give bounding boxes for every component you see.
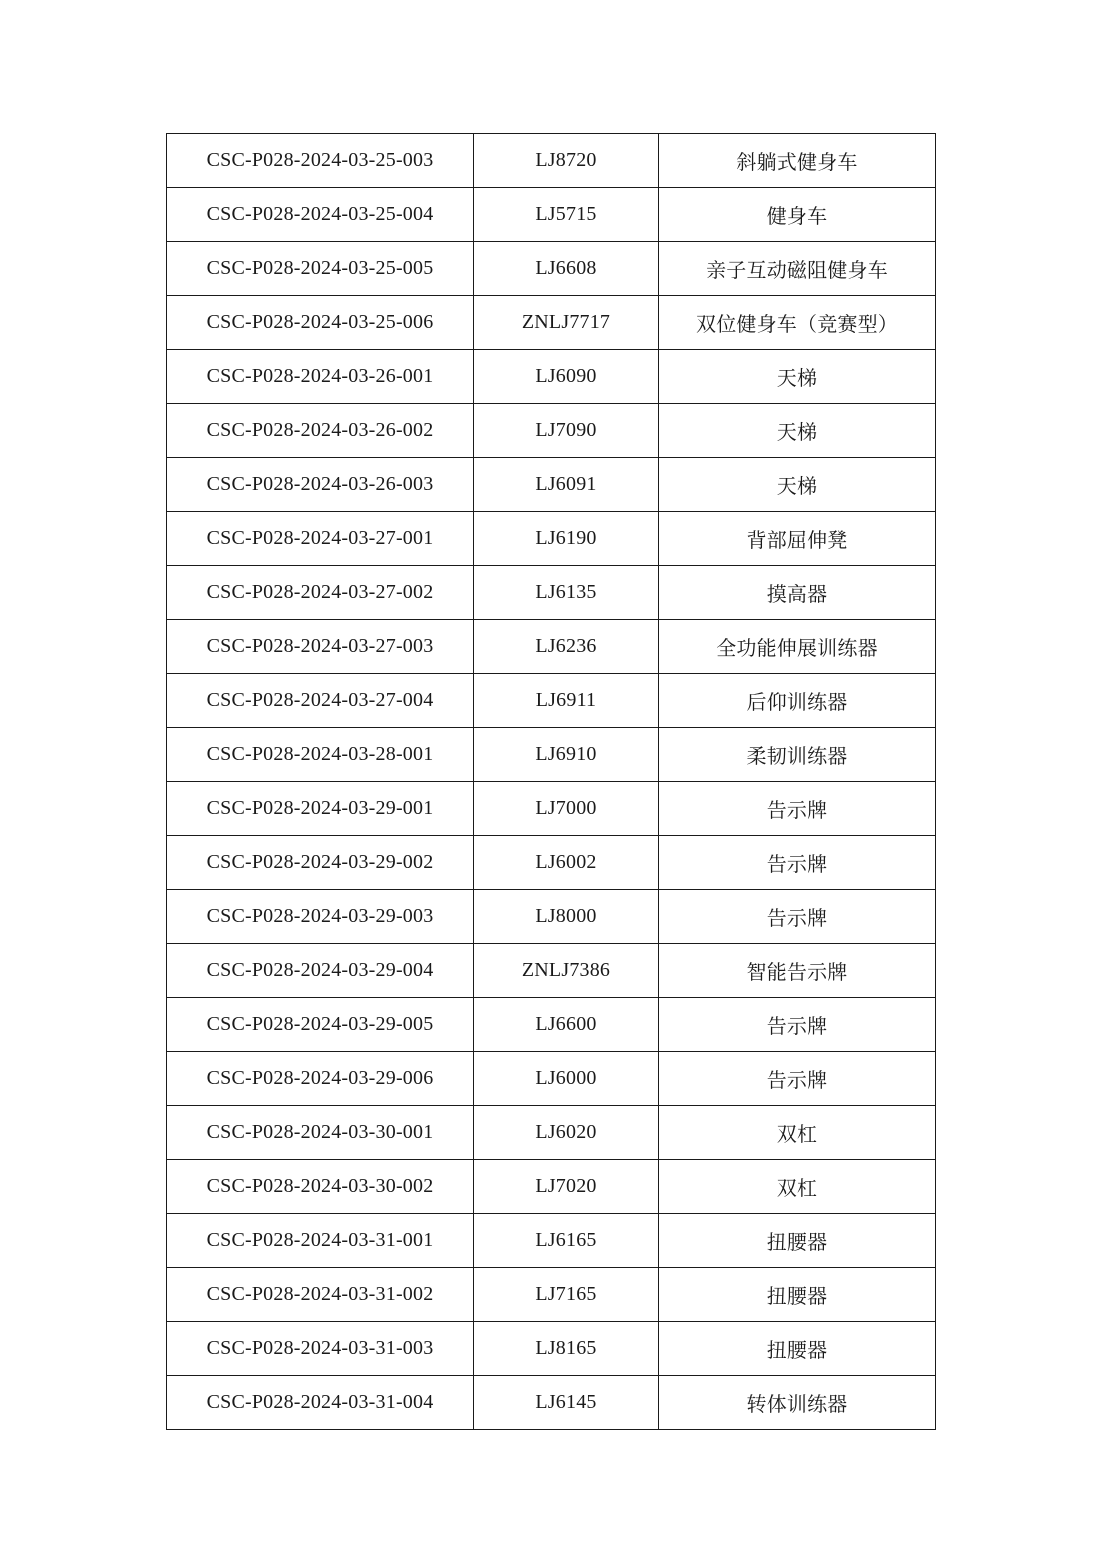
table-row <box>167 296 936 350</box>
model-number-cell: LJ8165 <box>474 1322 659 1376</box>
table-row <box>167 728 936 782</box>
model-number-cell: LJ6145 <box>474 1376 659 1430</box>
table-row <box>167 620 936 674</box>
product-name-cell: 告示牌 <box>659 998 936 1052</box>
table-row <box>167 134 936 188</box>
table-row <box>167 1106 936 1160</box>
model-number-cell: LJ6608 <box>474 242 659 296</box>
model-number-cell: LJ6020 <box>474 1106 659 1160</box>
model-number-cell: LJ5715 <box>474 188 659 242</box>
certificate-code-cell: CSC-P028-2024-03-25-005 <box>167 242 474 296</box>
product-name-cell: 扭腰器 <box>659 1268 936 1322</box>
model-number-cell: LJ6165 <box>474 1214 659 1268</box>
model-number-cell: LJ6236 <box>474 620 659 674</box>
certificate-code-cell: CSC-P028-2024-03-29-004 <box>167 944 474 998</box>
certificate-code-cell: CSC-P028-2024-03-31-003 <box>167 1322 474 1376</box>
table-row <box>167 512 936 566</box>
certificate-code-cell: CSC-P028-2024-03-26-001 <box>167 350 474 404</box>
product-name-cell: 天梯 <box>659 350 936 404</box>
certificate-code-cell: CSC-P028-2024-03-29-005 <box>167 998 474 1052</box>
table-row <box>167 1268 936 1322</box>
model-number-cell: LJ6090 <box>474 350 659 404</box>
certificate-code-cell: CSC-P028-2024-03-27-002 <box>167 566 474 620</box>
product-name-cell: 扭腰器 <box>659 1214 936 1268</box>
model-number-cell: LJ6091 <box>474 458 659 512</box>
table-row <box>167 998 936 1052</box>
model-number-cell: ZNLJ7386 <box>474 944 659 998</box>
product-name-cell: 告示牌 <box>659 1052 936 1106</box>
model-number-cell: LJ7000 <box>474 782 659 836</box>
table-row <box>167 404 936 458</box>
certificate-code-cell: CSC-P028-2024-03-29-006 <box>167 1052 474 1106</box>
table-row <box>167 1322 936 1376</box>
model-number-cell: LJ6600 <box>474 998 659 1052</box>
product-name-cell: 智能告示牌 <box>659 944 936 998</box>
model-number-cell: LJ6000 <box>474 1052 659 1106</box>
product-name-cell: 双杠 <box>659 1106 936 1160</box>
product-name-cell: 健身车 <box>659 188 936 242</box>
certificate-code-cell: CSC-P028-2024-03-27-001 <box>167 512 474 566</box>
product-name-cell: 背部屈伸凳 <box>659 512 936 566</box>
certificate-code-cell: CSC-P028-2024-03-29-003 <box>167 890 474 944</box>
certificate-code-cell: CSC-P028-2024-03-25-003 <box>167 134 474 188</box>
product-name-cell: 天梯 <box>659 404 936 458</box>
certificate-code-cell: CSC-P028-2024-03-29-001 <box>167 782 474 836</box>
certificate-code-cell: CSC-P028-2024-03-31-001 <box>167 1214 474 1268</box>
product-name-cell: 转体训练器 <box>659 1376 936 1430</box>
model-number-cell: LJ6911 <box>474 674 659 728</box>
certificate-table <box>166 133 936 1430</box>
table-row <box>167 1052 936 1106</box>
table-row <box>167 350 936 404</box>
product-name-cell: 全功能伸展训练器 <box>659 620 936 674</box>
table-row <box>167 188 936 242</box>
model-number-cell: LJ6135 <box>474 566 659 620</box>
product-name-cell: 摸高器 <box>659 566 936 620</box>
product-name-cell: 告示牌 <box>659 782 936 836</box>
certificate-code-cell: CSC-P028-2024-03-31-002 <box>167 1268 474 1322</box>
table-row <box>167 674 936 728</box>
model-number-cell: LJ6910 <box>474 728 659 782</box>
certificate-code-cell: CSC-P028-2024-03-31-004 <box>167 1376 474 1430</box>
product-name-cell: 告示牌 <box>659 890 936 944</box>
certificate-code-cell: CSC-P028-2024-03-29-002 <box>167 836 474 890</box>
table-row <box>167 944 936 998</box>
certificate-code-cell: CSC-P028-2024-03-26-002 <box>167 404 474 458</box>
model-number-cell: LJ7020 <box>474 1160 659 1214</box>
model-number-cell: LJ6190 <box>474 512 659 566</box>
certificate-code-cell: CSC-P028-2024-03-27-004 <box>167 674 474 728</box>
product-name-cell: 斜躺式健身车 <box>659 134 936 188</box>
certificate-code-cell: CSC-P028-2024-03-27-003 <box>167 620 474 674</box>
table-row <box>167 1214 936 1268</box>
model-number-cell: LJ8720 <box>474 134 659 188</box>
model-number-cell: LJ8000 <box>474 890 659 944</box>
product-name-cell: 双位健身车（竞赛型） <box>659 296 936 350</box>
product-name-cell: 扭腰器 <box>659 1322 936 1376</box>
certificate-code-cell: CSC-P028-2024-03-26-003 <box>167 458 474 512</box>
table-row <box>167 242 936 296</box>
certificate-code-cell: CSC-P028-2024-03-25-006 <box>167 296 474 350</box>
product-name-cell: 告示牌 <box>659 836 936 890</box>
product-name-cell: 柔韧训练器 <box>659 728 936 782</box>
table-row <box>167 836 936 890</box>
product-name-cell: 亲子互动磁阻健身车 <box>659 242 936 296</box>
table-body <box>167 134 936 1430</box>
table-row <box>167 1376 936 1430</box>
model-number-cell: LJ7165 <box>474 1268 659 1322</box>
table-row <box>167 566 936 620</box>
product-name-cell: 后仰训练器 <box>659 674 936 728</box>
table-row <box>167 782 936 836</box>
model-number-cell: LJ7090 <box>474 404 659 458</box>
model-number-cell: LJ6002 <box>474 836 659 890</box>
certificate-code-cell: CSC-P028-2024-03-25-004 <box>167 188 474 242</box>
product-name-cell: 双杠 <box>659 1160 936 1214</box>
certificate-code-cell: CSC-P028-2024-03-30-002 <box>167 1160 474 1214</box>
table-row <box>167 1160 936 1214</box>
certificate-code-cell: CSC-P028-2024-03-30-001 <box>167 1106 474 1160</box>
certificate-code-cell: CSC-P028-2024-03-28-001 <box>167 728 474 782</box>
table-row <box>167 890 936 944</box>
model-number-cell: ZNLJ7717 <box>474 296 659 350</box>
table-row <box>167 458 936 512</box>
product-name-cell: 天梯 <box>659 458 936 512</box>
